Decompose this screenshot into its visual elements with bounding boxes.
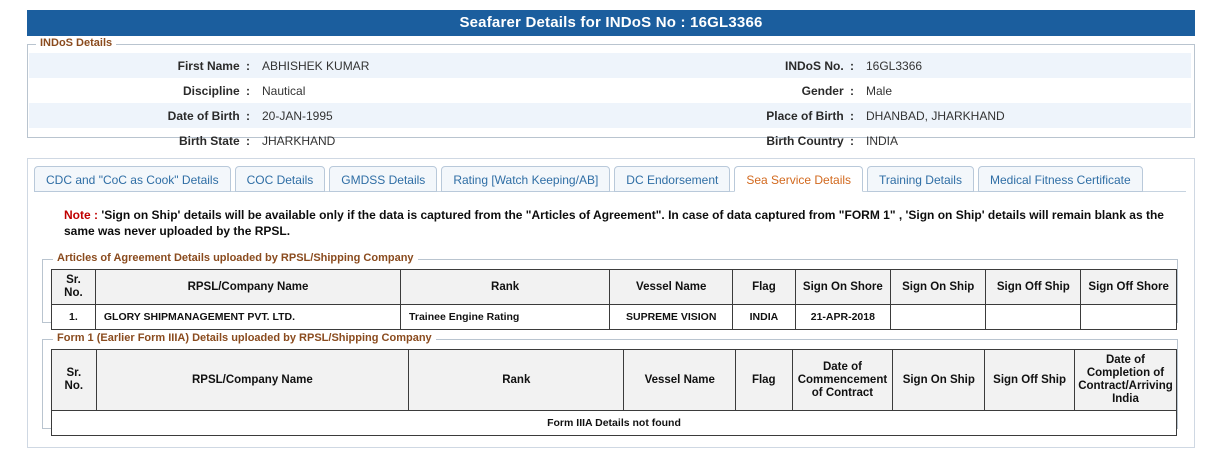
note-body: 'Sign on Ship' details will be available only if the data is captured from the "Articles of Agreement". In case of data captured from "FORM 1" , 'Sign on Ship' details will remain blank as the same was never uploaded by the RPSL. (64, 208, 1164, 238)
col-sign-off-shore: Sign Off Shore (1081, 270, 1177, 305)
col-sign-on-ship: Sign On Ship (893, 350, 985, 411)
tab-sea-service-details[interactable]: Sea Service Details (734, 166, 863, 192)
form1-legend: Form 1 (Earlier Form IIIA) Details uploaded by RPSL/Shipping Company (53, 332, 436, 344)
discipline-value: Nautical (262, 83, 306, 98)
tab-medical-fitness-certificate[interactable]: Medical Fitness Certificate (978, 166, 1143, 192)
cell-rank: Trainee Engine Rating (401, 305, 610, 330)
gender-label: Gender : (801, 83, 854, 98)
table-row (29, 53, 1191, 78)
page-title: Seafarer Details for INDoS No : 16GL3366 (27, 10, 1195, 36)
birth-country-value: INDIA (866, 133, 899, 148)
table-row-empty (52, 411, 1177, 436)
col-vessel-name: Vessel Name (610, 270, 733, 305)
note-label: Note : (64, 208, 102, 222)
col-flag: Flag (736, 350, 792, 411)
form1-table (51, 349, 1177, 436)
tab-rating-watch-keeping[interactable]: Rating [Watch Keeping/AB] (441, 166, 610, 192)
col-rank: Rank (401, 270, 610, 305)
tab-cdc-coc-as-cook[interactable]: CDC and "CoC as Cook" Details (34, 166, 231, 192)
cell-vessel-name: SUPREME VISION (610, 305, 733, 330)
indos-no-value: 16GL3366 (860, 53, 1191, 78)
articles-of-agreement-section (42, 252, 1178, 323)
tabs-panel (27, 158, 1195, 448)
cell-sign-on-shore: 21-APR-2018 (795, 305, 891, 330)
col-sign-on-shore: Sign On Shore (795, 270, 891, 305)
cell-sign-on-ship (891, 305, 986, 330)
table-header-row (52, 350, 1177, 411)
place-of-birth-value: DHANBAD, JHARKHAND (860, 103, 1191, 128)
gender-value: Male (866, 83, 893, 98)
col-flag: Flag (733, 270, 795, 305)
col-company-name: RPSL/Company Name (96, 350, 409, 411)
col-date-of-completion: Date of Completion of Contract/Arriving India (1074, 350, 1176, 411)
cell-company-name: GLORY SHIPMANAGEMENT PVT. LTD. (95, 305, 400, 330)
tab-training-details[interactable]: Training Details (867, 166, 974, 192)
articles-of-agreement-table (51, 269, 1177, 330)
table-row (29, 103, 1191, 128)
first-name-value: ABHISHEK KUMAR (256, 53, 638, 78)
tab-coc-details[interactable]: COC Details (235, 166, 326, 192)
birth-state-label: Birth State : (178, 133, 250, 148)
col-sign-off-ship: Sign Off Ship (986, 270, 1081, 305)
col-sign-off-ship: Sign Off Ship (985, 350, 1075, 411)
cell-flag: INDIA (733, 305, 795, 330)
col-vessel-name: Vessel Name (624, 350, 736, 411)
table-row (29, 128, 1191, 153)
discipline-label: Discipline : (182, 83, 250, 98)
col-sr-no: Sr. No. (52, 270, 96, 305)
cell-sign-off-shore (1081, 305, 1177, 330)
cell-sign-off-ship (986, 305, 1081, 330)
col-date-of-commencement: Date of Commencement of Contract (792, 350, 893, 411)
form1-empty-message: Form IIIA Details not found (52, 411, 1177, 436)
indos-details-legend: INDoS Details (36, 37, 116, 49)
cell-sr-no: 1. (52, 305, 96, 330)
table-header-row (52, 270, 1177, 305)
first-name-label: First Name : (29, 53, 256, 78)
indos-details-table (29, 53, 1191, 153)
table-row (29, 78, 1191, 103)
birth-country-label: Birth Country : (766, 133, 854, 148)
col-rank: Rank (409, 350, 624, 411)
tab-gmdss-details[interactable]: GMDSS Details (329, 166, 437, 192)
table-row (52, 305, 1177, 330)
note-text (64, 207, 1174, 239)
birth-state-value: JHARKHAND (262, 133, 336, 148)
tab-dc-endorsement[interactable]: DC Endorsement (614, 166, 730, 192)
dob-value: 20-JAN-1995 (256, 103, 638, 128)
dob-label: Date of Birth : (29, 103, 256, 128)
indos-no-label: INDoS No. : (638, 53, 860, 78)
col-sr-no: Sr. No. (52, 350, 97, 411)
tab-strip (34, 166, 1143, 192)
articles-of-agreement-legend: Articles of Agreement Details uploaded by RPSL/Shipping Company (53, 252, 418, 264)
col-company-name: RPSL/Company Name (95, 270, 400, 305)
indos-details-section (27, 37, 1195, 148)
place-of-birth-label: Place of Birth : (638, 103, 860, 128)
form1-section (42, 332, 1178, 429)
col-sign-on-ship: Sign On Ship (891, 270, 986, 305)
